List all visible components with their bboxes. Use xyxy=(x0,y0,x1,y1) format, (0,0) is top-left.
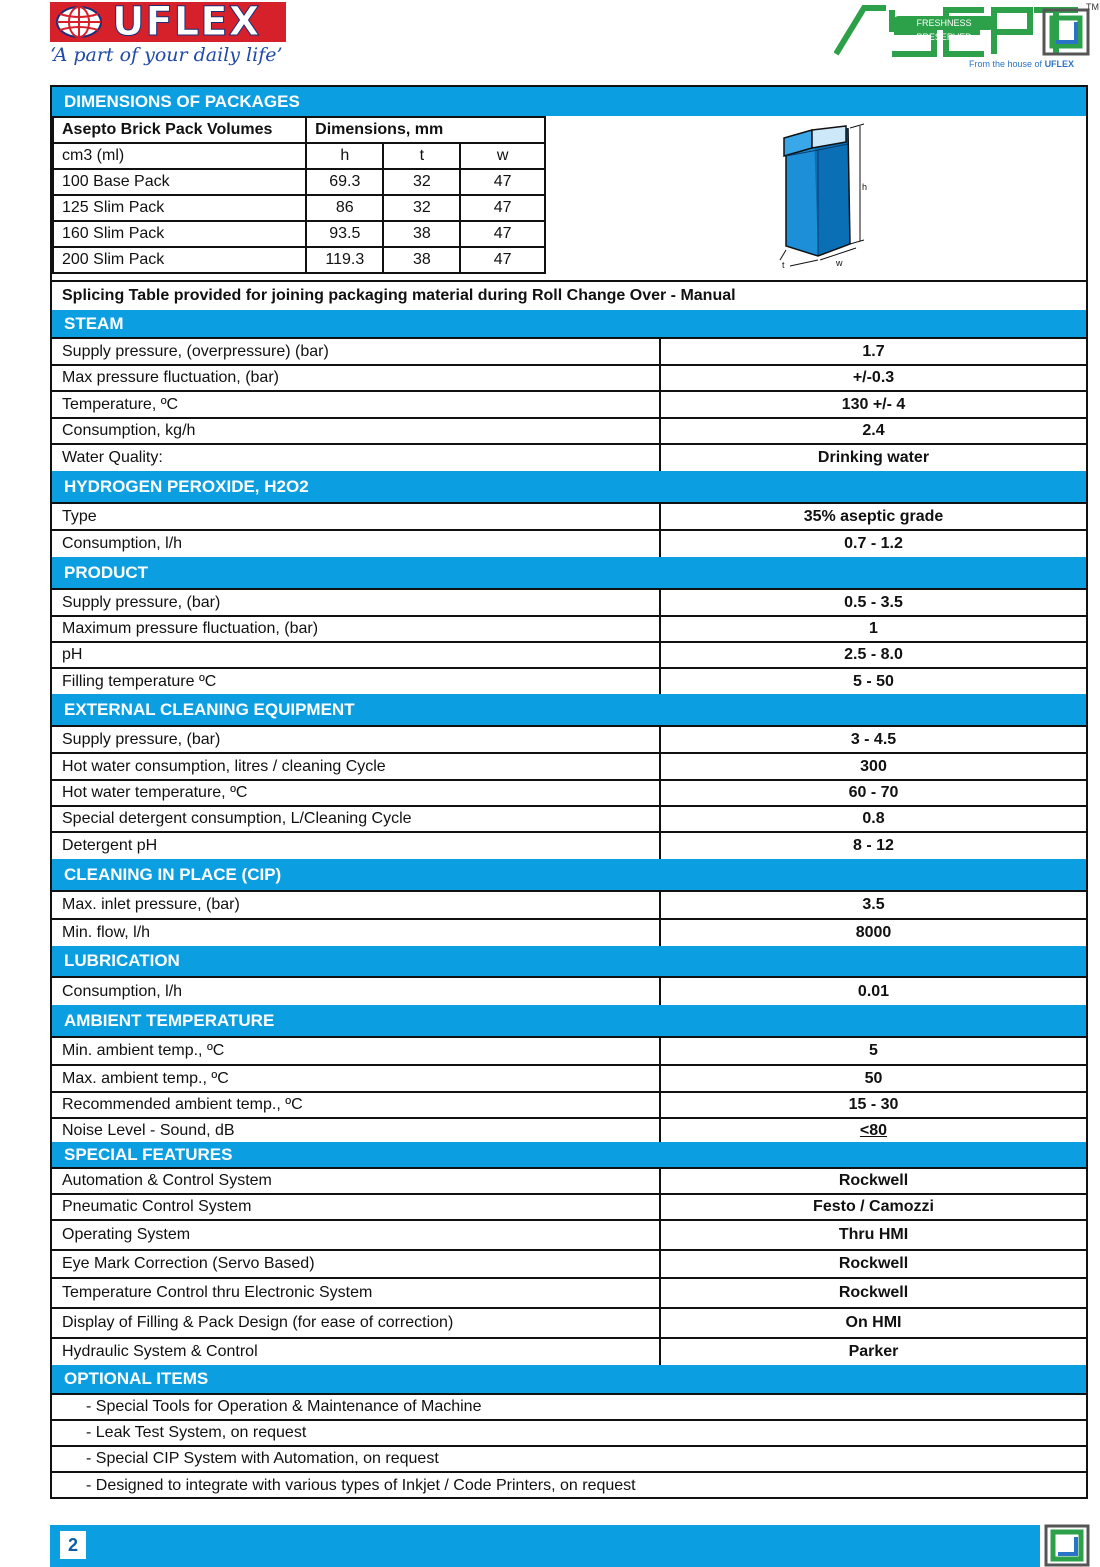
w-header: w xyxy=(460,143,545,169)
spec-label: Detergent pH xyxy=(62,837,158,854)
table-row xyxy=(53,221,545,247)
section-title: LUBRICATION xyxy=(64,951,180,970)
spec-label: Min. ambient temp., ºC xyxy=(62,1042,225,1059)
spec-label: Type xyxy=(62,507,97,525)
spec-label: Consumption, l/h xyxy=(62,982,183,1000)
spec-value: <80 xyxy=(659,1119,1086,1142)
col-dims-header: Dimensions, mm xyxy=(306,117,545,143)
spec-label: Eye Mark Correction (Servo Based) xyxy=(62,1255,315,1272)
table-row xyxy=(50,1277,1088,1307)
pack-w: 47 xyxy=(460,247,545,273)
asepto-from-brand: UFLEX xyxy=(1044,59,1075,69)
section-header-dimensions xyxy=(50,85,1088,116)
pack-h: 69.3 xyxy=(306,169,383,195)
spec-value: 2.4 xyxy=(659,419,1086,443)
asepto-from-text: From the house of xyxy=(969,59,1043,69)
spec-value: Parker xyxy=(659,1339,1086,1365)
table-row xyxy=(50,1117,1088,1142)
pack-name: 200 Slim Pack xyxy=(53,247,306,273)
table-row xyxy=(50,805,1088,831)
spec-label: Hot water temperature, ºC xyxy=(62,784,248,801)
table-row xyxy=(53,143,545,169)
section-title: HYDROGEN PEROXIDE, H2O2 xyxy=(64,476,309,496)
spec-value: 3 - 4.5 xyxy=(659,727,1086,752)
table-row xyxy=(50,725,1088,752)
section-title: STEAM xyxy=(64,313,124,333)
spec-label: Temperature Control thru Electronic System xyxy=(62,1284,373,1301)
spec-label: Consumption, kg/h xyxy=(62,422,196,439)
page-number: 2 xyxy=(60,1531,86,1559)
spec-value: 130 +/- 4 xyxy=(659,392,1086,417)
asepto-logo xyxy=(834,2,1099,72)
section-title: PRODUCT xyxy=(64,562,149,582)
spec-label: Max. inlet pressure, (bar) xyxy=(62,896,240,913)
list-item xyxy=(50,1393,1088,1419)
table-row xyxy=(50,588,1088,615)
spec-label: Noise Level - Sound, dB xyxy=(62,1121,235,1139)
table-row xyxy=(50,615,1088,641)
trademark-mark: TM xyxy=(1086,2,1099,12)
pack-t: 38 xyxy=(383,247,460,273)
spec-value: 5 xyxy=(659,1038,1086,1064)
spec-value: Thru HMI xyxy=(659,1221,1086,1249)
pack-t: 38 xyxy=(383,221,460,247)
table-row xyxy=(50,1249,1088,1277)
optional-item-text: - Designed to integrate with various types of Inkjet / Code Printers, on request xyxy=(86,1477,636,1494)
diagram-t-label: t xyxy=(782,260,785,270)
spec-value: Rockwell xyxy=(659,1251,1086,1277)
spec-label: Supply pressure, (overpressure) (bar) xyxy=(62,342,329,360)
table-row xyxy=(50,918,1088,946)
asepto-square-icon xyxy=(1044,1524,1090,1567)
spec-value: +/-0.3 xyxy=(659,366,1086,390)
table-row xyxy=(50,779,1088,805)
spec-value: 1 xyxy=(659,617,1086,641)
spec-value: Rockwell xyxy=(659,1169,1086,1193)
spec-label: Pneumatic Control System xyxy=(62,1198,252,1215)
table-row xyxy=(50,976,1088,1005)
list-item xyxy=(50,1471,1088,1499)
uflex-tagline: ‘A part of your daily life’ xyxy=(50,44,283,66)
section-title: CLEANING IN PLACE (CIP) xyxy=(64,864,282,884)
pack-t: 32 xyxy=(383,195,460,221)
spec-label: Water Quality: xyxy=(62,449,163,466)
spec-value: 8 - 12 xyxy=(659,833,1086,859)
section-title: AMBIENT TEMPERATURE xyxy=(64,1010,275,1030)
table-row xyxy=(50,641,1088,667)
brick-pack-diagram xyxy=(770,120,880,270)
table-row xyxy=(53,195,545,221)
spec-value: 35% aseptic grade xyxy=(659,504,1086,529)
t-header: t xyxy=(383,143,460,169)
table-row xyxy=(50,337,1088,364)
spec-value: Drinking water xyxy=(659,445,1086,471)
pack-name: 160 Slim Pack xyxy=(53,221,306,247)
section-header-optional-items xyxy=(50,1365,1088,1393)
optional-item-text: - Special Tools for Operation & Maintenance of Machine xyxy=(86,1398,482,1415)
spec-label: Temperature, ºC xyxy=(62,395,179,413)
asepto-tagline: FRESHNESS PRESERVED xyxy=(892,16,996,30)
pack-w: 47 xyxy=(460,221,545,247)
spec-value: 60 - 70 xyxy=(659,781,1086,805)
footer-bar xyxy=(50,1525,1040,1567)
section-header-external-cleaning xyxy=(50,694,1088,725)
pack-t: 32 xyxy=(383,169,460,195)
spec-label: Special detergent consumption, L/Cleaning Cycle xyxy=(62,810,412,827)
spec-value: On HMI xyxy=(659,1309,1086,1337)
table-row xyxy=(50,752,1088,779)
section-title: EXTERNAL CLEANING EQUIPMENT xyxy=(64,699,355,719)
spec-value: 0.7 - 1.2 xyxy=(659,531,1086,557)
spec-value: 3.5 xyxy=(659,892,1086,918)
spec-label: Hydraulic System & Control xyxy=(62,1343,258,1360)
spec-label: Display of Filling & Pack Design (for ease of correction) xyxy=(62,1314,454,1331)
spec-value: 5 - 50 xyxy=(659,669,1086,694)
table-row xyxy=(50,443,1088,471)
unit-cell: cm3 (ml) xyxy=(53,143,306,169)
section-header-product xyxy=(50,557,1088,588)
spec-value: 15 - 30 xyxy=(659,1093,1086,1117)
spec-value: 8000 xyxy=(659,920,1086,946)
diagram-w-label: w xyxy=(836,258,843,268)
spec-value: 50 xyxy=(659,1066,1086,1091)
table-row xyxy=(50,1307,1088,1337)
section-title: SPECIAL FEATURES xyxy=(64,1144,233,1164)
spec-label: Maximum pressure fluctuation, (bar) xyxy=(62,620,319,637)
pack-h: 119.3 xyxy=(306,247,383,273)
section-header-lubrication xyxy=(50,946,1088,976)
table-row xyxy=(50,831,1088,859)
uflex-wordmark: UFLEX xyxy=(112,0,261,45)
spec-label: Min. flow, l/h xyxy=(62,924,151,941)
section-header-cip xyxy=(50,859,1088,890)
table-row xyxy=(50,1193,1088,1219)
asepto-from-line xyxy=(969,59,1074,69)
spec-value: 2.5 - 8.0 xyxy=(659,643,1086,667)
section-title: DIMENSIONS OF PACKAGES xyxy=(64,91,300,111)
spec-label: Hot water consumption, litres / cleaning Cycle xyxy=(62,757,386,775)
spec-label: Supply pressure, (bar) xyxy=(62,593,221,611)
list-item xyxy=(50,1445,1088,1471)
table-row xyxy=(50,1219,1088,1249)
table-row xyxy=(50,1337,1088,1365)
h-header: h xyxy=(306,143,383,169)
optional-item-text: - Leak Test System, on request xyxy=(86,1424,307,1441)
section-header-ambient-temperature xyxy=(50,1005,1088,1036)
uflex-logo xyxy=(50,2,290,68)
table-row xyxy=(50,890,1088,918)
spec-value: Festo / Camozzi xyxy=(659,1195,1086,1219)
spec-label: Consumption, l/h xyxy=(62,535,183,552)
pack-w: 47 xyxy=(460,169,545,195)
table-row xyxy=(50,1167,1088,1193)
section-header-special-features xyxy=(50,1142,1088,1167)
spec-label: Recommended ambient temp., ºC xyxy=(62,1096,303,1113)
section-header-h2o2 xyxy=(50,471,1088,502)
pack-h: 86 xyxy=(306,195,383,221)
splicing-text: Splicing Table provided for joining packaging material during Roll Change Over - Manual xyxy=(62,287,736,304)
section-header-steam xyxy=(50,310,1088,337)
splicing-row xyxy=(50,280,1088,310)
spec-value: 0.8 xyxy=(659,807,1086,831)
spec-label: Operating System xyxy=(62,1226,191,1243)
uflex-logo-box xyxy=(50,0,286,45)
spec-label: Filling temperature ºC xyxy=(62,672,217,690)
table-row xyxy=(50,1091,1088,1117)
diagram-h-label: h xyxy=(862,182,868,192)
table-row xyxy=(50,390,1088,417)
table-row xyxy=(53,169,545,195)
optional-item-text: - Special CIP System with Automation, on request xyxy=(86,1450,439,1467)
table-row xyxy=(53,247,545,273)
table-row xyxy=(50,667,1088,694)
globe-icon xyxy=(54,4,104,40)
spec-label: Automation & Control System xyxy=(62,1172,272,1189)
pack-h: 93.5 xyxy=(306,221,383,247)
pack-name: 100 Base Pack xyxy=(53,169,306,195)
col-volume-header: Asepto Brick Pack Volumes xyxy=(53,117,306,143)
spec-value: 0.01 xyxy=(659,978,1086,1005)
spec-value: 300 xyxy=(659,754,1086,779)
section-title: OPTIONAL ITEMS xyxy=(64,1369,209,1388)
table-row xyxy=(50,529,1088,557)
table-row xyxy=(50,1064,1088,1091)
list-item xyxy=(50,1419,1088,1445)
table-row xyxy=(53,117,545,143)
pack-name: 125 Slim Pack xyxy=(53,195,306,221)
table-row xyxy=(50,417,1088,443)
spec-label: Supply pressure, (bar) xyxy=(62,730,221,748)
table-row xyxy=(50,1036,1088,1064)
spec-value: 1.7 xyxy=(659,339,1086,364)
spec-value: 0.5 - 3.5 xyxy=(659,590,1086,615)
spec-label: Max pressure fluctuation, (bar) xyxy=(62,369,279,386)
pack-w: 47 xyxy=(460,195,545,221)
dimensions-table xyxy=(52,116,546,274)
table-row xyxy=(50,364,1088,390)
spec-label: pH xyxy=(62,646,83,663)
spec-label: Max. ambient temp., ºC xyxy=(62,1069,229,1087)
table-row xyxy=(50,502,1088,529)
spec-value: Rockwell xyxy=(659,1279,1086,1307)
